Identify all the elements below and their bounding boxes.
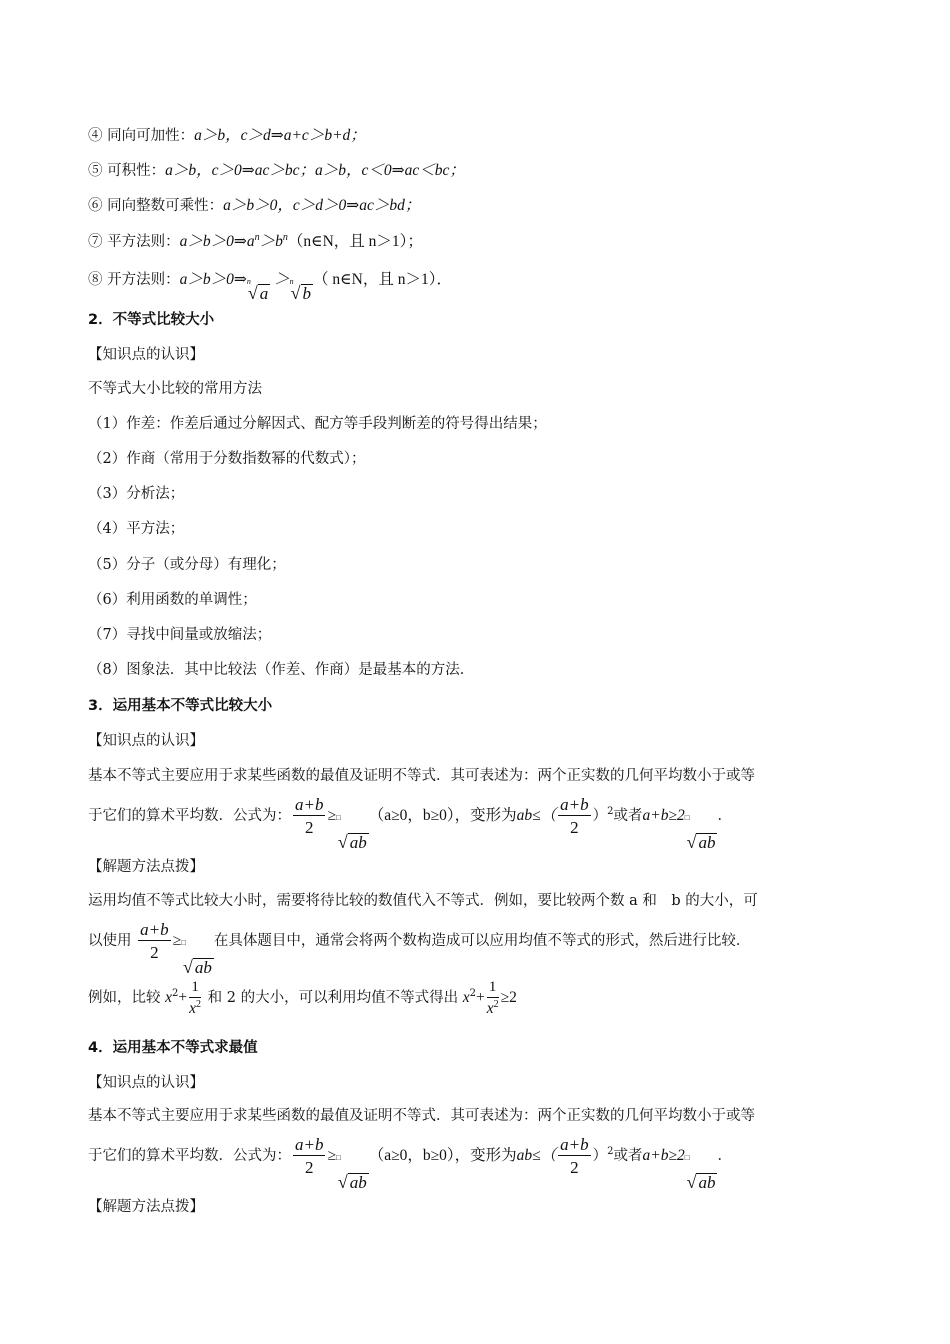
section-3-tip-line3: 例如，比较 $x^2+$ $\frac{1}{x^2}$ 和 2 的大小，可以利用均值不等式得出 $x^2+$ $\frac{1}{x^2}$ ≥2 (88, 978, 517, 1017)
root-ab: □ √ ab (684, 1153, 716, 1192)
section-3-tip-line1: 运用均值不等式比较大小时，需要将待比较的数值代入不等式．例如，要比较两个数 a 和 b 的大小，可 (88, 893, 758, 909)
section-4-tip-tag: 【解题方法点拨】 (88, 1199, 204, 1215)
section-2-heading: 2．不等式比较大小 (88, 312, 215, 328)
section-3-formula-line: 于它们的算术平均数．公式为： $\frac{a+b}{2}$ ≥ □ √ ab （a≥0，b≥0），变形为ab≤（ $\frac{a+b}{2}$ ）$^2$或者a+b≥2 □ √ ab ． (88, 795, 732, 852)
fraction-a-plus-b-over-2: $\frac{a+b}{2}$ (295, 1135, 324, 1177)
rule-4: ④ 同向可加性：a＞b，c＞d⇒a+c＞b+d； (88, 127, 366, 144)
root-ab: □ √ ab (336, 1153, 367, 1192)
section-4-formula-line: 于它们的算术平均数．公式为： $\frac{a+b}{2}$ ≥ □ √ ab （a≥0，b≥0），变形为ab≤（ $\frac{a+b}{2}$ ）$^2$或者a+b≥2 □ √ ab ． (88, 1135, 732, 1192)
method-item: （6）利用函数的单调性； (88, 592, 257, 608)
method-item: （2）作商（常用于分数指数幂的代数式）； (88, 451, 366, 467)
fraction-1-over-x-squared: $\frac{1}{x^2}$ (189, 978, 202, 1017)
section-3-heading: 3．运用基本不等式比较大小 (88, 698, 273, 714)
section-4-heading: 4．运用基本不等式求最值 (88, 1040, 258, 1056)
fraction-a-plus-b-over-2: $\frac{a+b}{2}$ (140, 920, 169, 962)
method-item: （4）平方法； (88, 521, 185, 537)
fraction-a-plus-b-over-2: $\frac{a+b}{2}$ (560, 795, 589, 837)
section-3-tag: 【知识点的认识】 (88, 733, 204, 749)
rule-6: ⑥ 同向整数可乘性：a＞b＞0，c＞d＞0⇒ac＞bd； (88, 197, 421, 214)
method-item: （5）分子（或分母）有理化； (88, 557, 286, 573)
rule-8: ⑧ 开方法则：a＞b＞0⇒ n √ a ＞ n √ b （ n∈N，且 n＞1）． (88, 271, 452, 303)
fraction-a-plus-b-over-2: $\frac{a+b}{2}$ (560, 1135, 589, 1177)
method-item: （7）寻找中间量或放缩法； (88, 627, 272, 643)
nth-root-a: n √ a (246, 277, 269, 303)
rule-7: ⑦ 平方法则：$a>b>0\Rightarrow a^n>b^n(n\in N$，且 n＞1）； (88, 232, 423, 250)
root-ab: □ √ ab (684, 813, 716, 852)
section-4-tag: 【知识点的认识】 (88, 1075, 204, 1091)
section-3-tip-line2: 以使用 $\frac{a+b}{2}$ ≥ □ √ ab 在具体题目中，通常会将两个数构造成可以应用均值不等式的形式，然后进行比较． (88, 920, 751, 977)
section-3-para-line1: 基本不等式主要应用于求某些函数的最值及证明不等式．其可表述为：两个正实数的几何平均数小于或等 (88, 768, 755, 784)
nth-root-b: n √ b (289, 277, 312, 303)
section-2-intro: 不等式大小比较的常用方法 (88, 381, 262, 397)
section-3-tip-tag: 【解题方法点拨】 (88, 859, 204, 875)
method-item: （1）作差：作差后通过分解因式、配方等手段判断差的符号得出结果； (88, 416, 547, 432)
method-item: （8）图象法．其中比较法（作差、作商）是最基本的方法． (88, 662, 475, 678)
section-2-tag: 【知识点的认识】 (88, 347, 204, 363)
fraction-1-over-x-squared: $\frac{1}{x^2}$ (486, 978, 499, 1017)
fraction-a-plus-b-over-2: $\frac{a+b}{2}$ (295, 795, 324, 837)
root-ab: □ √ ab (181, 938, 212, 977)
section-4-para-line1: 基本不等式主要应用于求某些函数的最值及证明不等式．其可表述为：两个正实数的几何平均数小于或等 (88, 1108, 755, 1124)
rule-5: ⑤ 可积性：a＞b，c＞0⇒ac＞bc；a＞b，c＜0⇒ac＜bc； (88, 162, 465, 179)
root-ab: □ √ ab (336, 813, 367, 852)
method-item: （3）分析法； (88, 486, 185, 502)
